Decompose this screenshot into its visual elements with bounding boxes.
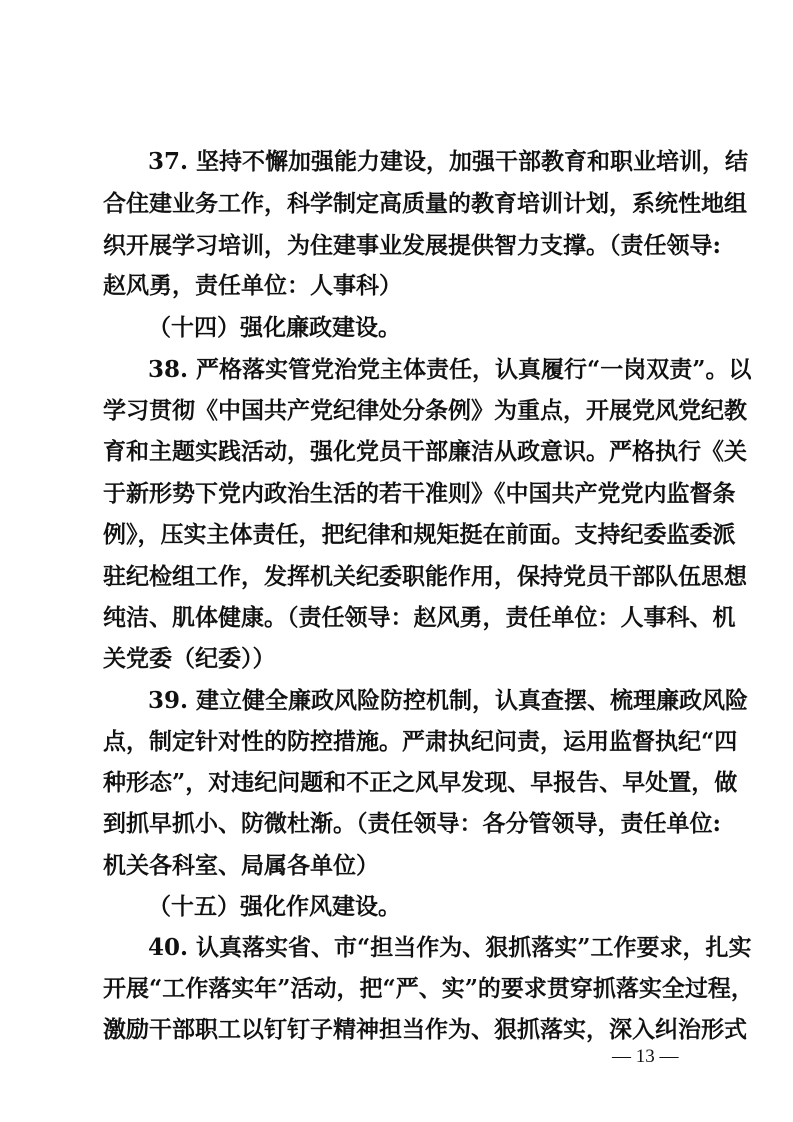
paragraph-40-line-3: 激励干部职工以钉钉子精神担当作为、狠抓落实，深入纠治形式 [103,1016,747,1043]
paragraph-37-line-4: 赵风勇，责任单位：人事科） [103,272,402,299]
paragraph-39-line-2: 点，制定针对性的防控措施。严肃执纪问责，运用监督执纪“四 [103,728,738,755]
page-number: — 13 — [612,1046,679,1067]
section-heading-15: （十五）强化作风建设。 [148,893,401,920]
paragraph-39-line-4: 到抓早抓小、防微杜渐。（责任领导：各分管领导，责任单位: [103,810,721,837]
paragraph-40-line-1: 40. 认真落实省、市“担当作为、狠抓落实”工作要求，扎实 [148,934,752,961]
paragraph-39-line-3: 种形态”，对违纪问题和不正之风早发现、早报告、早处置，做 [103,769,738,796]
paragraph-38-line-3: 育和主题实践活动，强化党员干部廉洁从政意识。严格执行《关 [103,438,747,465]
paragraph-37-line-1: 37. 坚持不懈加强能力建设，加强干部教育和职业培训，结 [148,148,749,175]
paragraph-37-line-3: 织开展学习培训，为住建事业发展提供智力支撑。（责任领导: [103,232,721,259]
paragraph-40-line-2: 开展“工作落实年”活动，把“严、实”的要求贯穿抓落实全过程， [103,975,754,1002]
paragraph-38-line-1: 38. 严格落实管党治党主体责任，认真履行“一岗双责”。以 [148,356,752,383]
paragraph-39-line-5: 机关各科室、局属各单位） [103,852,379,879]
paragraph-38-line-6: 驻纪检组工作，发挥机关纪委职能作用，保持党员干部队伍思想 [103,563,747,590]
paragraph-39-line-1: 39. 建立健全廉政风险防控机制，认真查摆、梳理廉政风险 [148,687,749,714]
paragraph-38-line-2: 学习贯彻《中国共产党纪律处分条例》为重点，开展党风党纪教 [103,397,747,424]
paragraph-38-line-8: 关党委（纪委）） [103,645,276,672]
section-heading-14: （十四）强化廉政建设。 [148,314,401,341]
paragraph-38-line-7: 纯洁、肌体健康。（责任领导：赵风勇，责任单位：人事科、机 [103,604,736,631]
paragraph-38-line-5: 例》，压实主体责任，把纪律和规矩挺在前面。支持纪委监委派 [103,521,736,548]
paragraph-38-line-4: 于新形势下党内政治生活的若干准则》《中国共产党党内监督条 [103,480,736,507]
paragraph-37-line-2: 合住建业务工作，科学制定高质量的教育培训计划，系统性地组 [103,190,747,217]
